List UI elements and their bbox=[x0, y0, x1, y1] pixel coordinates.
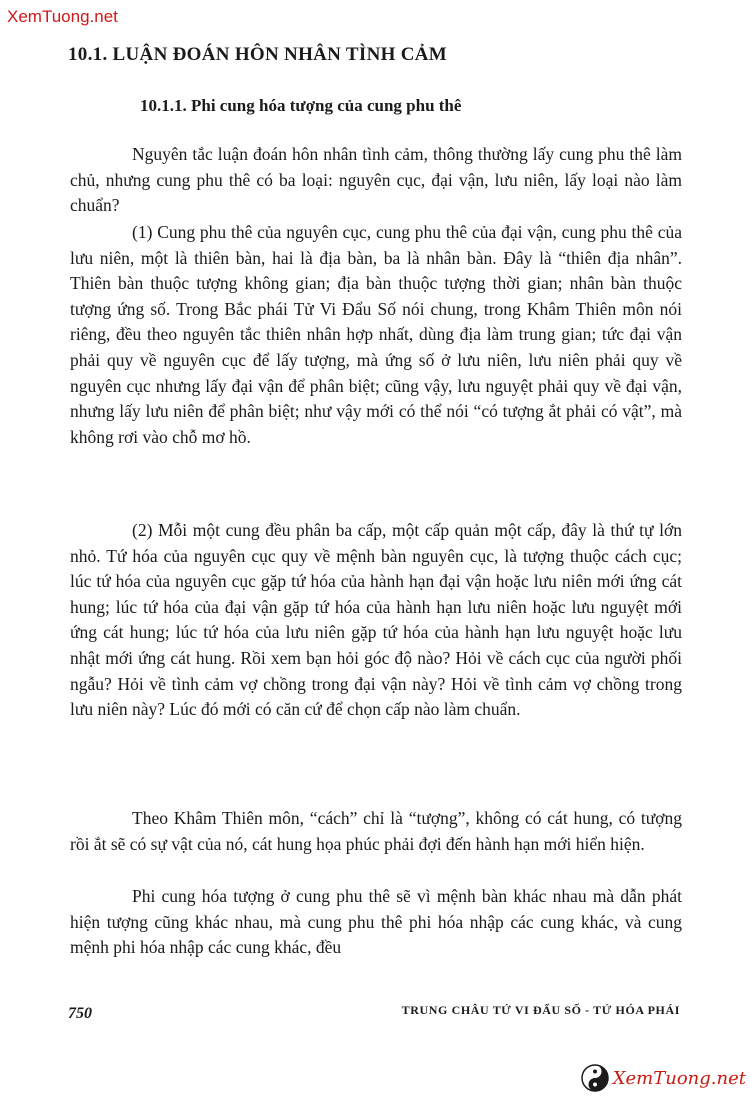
yin-yang-icon bbox=[581, 1064, 609, 1092]
logo-text: XemTuong.net bbox=[612, 1067, 746, 1089]
book-title-footer: TRUNG CHÂU TỨ VI ĐẨU SỐ - TỨ HÓA PHÁI bbox=[401, 1003, 680, 1017]
paragraph-phicung: Phi cung hóa tượng ở cung phu thê sẽ vì mệnh bàn khác nhau mà dẫn phát hiện tượng cũng khác nhau, mà cung phu thê phi hóa nhập các cung khác, và cung mệnh phi hóa nhập các cung khác, đều bbox=[70, 886, 682, 958]
site-watermark: XemTuong.net bbox=[4, 6, 121, 28]
paragraph-point-1: (1) Cung phu thê của nguyên cục, cung phu thê của đại vận, cung phu thê của lưu niên, một là thiên bàn, hai là địa bàn, ba là nhân bàn. Đây là “thiên địa nhân”. Thiên bàn thuộc tượng không gian; địa bàn thuộc tượng thời gian; nhân bàn thuộc tượng ứng số. Trong Bắc phái Tử Vi Đẩu Số nói chung, trong Khâm Thiên môn nói riêng, đều theo nguyên tắc thiên nhân hợp nhất, dùng địa làm trung gian; tức đại vận phải quy về nguyên cục để lấy tượng, mà ứng số ở lưu niên, lưu niên phải quy về nguyên cục nhưng lấy đại vận để phân biệt; cũng vậy, lưu nguyệt phải quy về đại vận, nhưng lấy lưu niên để phân biệt; như vậy mới có thể nói “có tượng ắt phải có vật”, mà không rơi vào chỗ mơ hồ. bbox=[70, 222, 682, 447]
page-number: 750 bbox=[68, 1005, 92, 1022]
paragraph-point-2: (2) Mỗi một cung đều phân ba cấp, một cấp quản một cấp, đây là thứ tự lớn nhỏ. Tứ hóa của nguyên cục quy về mệnh bàn nguyên cục, là tượng thuộc cách cục; lúc tứ hóa của nguyên cục gặp tứ hóa của hành hạn đại vận hoặc lưu niên mới ứng cát hung; lúc tứ hóa của đại vận gặp tứ hóa của hành hạn lưu niên hoặc lưu nguyệt mới ứng cát hung; lúc tứ hóa của lưu niên gặp tứ hóa của hành hạn lưu nguyệt hoặc lưu nhật mới ứng cát hung. Rồi xem bạn hỏi góc độ nào? Hỏi về cách cục của người phối ngẫu? Hỏi về tình cảm vợ chồng trong đại vận này? Hỏi về tình cảm vợ chồng trong lưu niên này? Lúc đó mới có căn cứ để chọn cấp nào làm chuẩn. bbox=[70, 520, 682, 720]
section-title: 10.1.1. Phi cung hóa tượng của cung phu thê bbox=[140, 96, 462, 115]
paragraph-khamthien: Theo Khâm Thiên môn, “cách” chỉ là “tượng”, không có cát hung, có tượng rồi ắt sẽ có sự vật của nó, cát hung họa phúc phải đợi đến hành hạn mới hiển hiện. bbox=[70, 808, 682, 854]
paragraph-intro: Nguyên tắc luận đoán hôn nhân tình cảm, thông thường lấy cung phu thê làm chủ, nhưng cung phu thê có ba loại: nguyên cục, đại vận, lưu niên, lấy loại nào làm chuẩn? bbox=[70, 144, 682, 216]
site-logo bbox=[581, 1064, 746, 1092]
chapter-title: 10.1. LUẬN ĐOÁN HÔN NHÂN TÌNH CẢM bbox=[68, 44, 447, 65]
